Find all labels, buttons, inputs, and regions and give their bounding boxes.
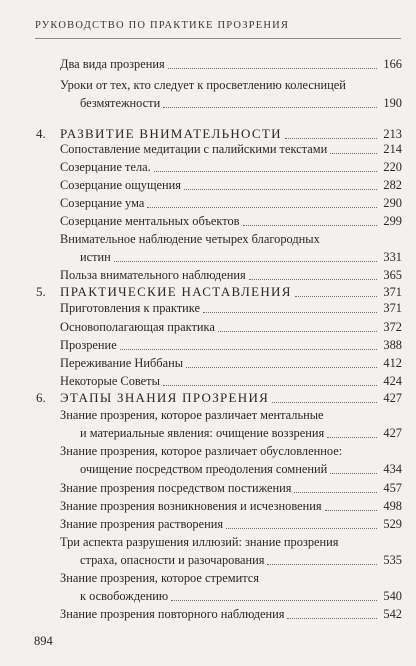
dot-leader [330,473,377,474]
toc-page-number: 371 [383,301,402,315]
dot-leader [285,138,377,139]
toc-entry[interactable] [60,336,402,354]
toc-entry[interactable] [60,140,402,158]
toc-entry-continuation: истин [80,250,111,264]
dot-leader [218,331,377,332]
toc-entry[interactable] [60,266,402,284]
toc-entry[interactable] [60,158,402,176]
toc-entry-continuation: безмятежности [80,96,161,110]
toc-entry-title: Знание прозрения, которое различает обусловленное: [60,444,343,458]
toc-entry[interactable] [60,515,402,533]
toc-entry-title: Переживание Ниббаны [60,356,184,370]
toc-entry-title: Знание прозрения посредством постижения [60,481,292,495]
toc-page-number: 166 [383,57,402,71]
dot-leader [186,367,377,368]
dot-leader [114,261,377,262]
dot-leader [287,618,377,619]
toc-page-number: 457 [383,481,402,495]
toc-entry[interactable] [60,318,402,336]
toc-entry-title: Созерцание ощущения [60,178,181,192]
toc-entry[interactable] [60,212,402,230]
toc-entry-title: Знание прозрения растворения [60,517,224,531]
toc-page-number: 412 [383,356,402,370]
toc-entry[interactable] [80,424,402,442]
toc-entry-title: Прозрение [60,338,117,352]
toc-entry-title: Знание прозрения, которое стремится [60,571,259,585]
toc-entry-title: Созерцание ума [60,196,145,210]
dot-leader [272,402,377,403]
toc-page-number: 214 [383,142,402,156]
toc-entry-title: Основополагающая практика [60,320,215,334]
toc-entry-title: Знание прозрения повторного наблюдения [60,607,285,621]
dot-leader [203,312,377,313]
header-rule [35,38,401,39]
chapter-number: 4. [36,126,46,141]
chapter-title: РАЗВИТИЕ ВНИМАТЕЛЬНОСТИ [60,126,282,141]
toc-entry-title: Сопоставление медитации с палийскими текстами [60,142,328,156]
toc-page-number: 213 [383,127,402,141]
toc-entry[interactable] [60,479,402,497]
toc-entry[interactable] [60,497,402,515]
dot-leader [163,385,377,386]
toc-page-number: 529 [383,517,402,531]
toc-page-number: 434 [383,462,402,476]
dot-leader [249,279,377,280]
chapter-number: 5. [36,284,46,299]
toc-entry-title: Знание прозрения, которое различает ментальные [60,408,324,422]
dot-leader [171,600,377,601]
toc-page-number: 371 [383,285,402,299]
dot-leader [330,153,377,154]
toc-page-number: 427 [383,391,402,405]
dot-leader [120,349,377,350]
toc-entry-title: Два вида прозрения [60,57,165,71]
toc-entry[interactable] [60,372,402,390]
toc-page-number: 427 [383,426,402,440]
dot-leader [154,171,377,172]
toc-entry-title: Созерцание тела. [60,160,151,174]
toc-entry-continuation: к освобождению [80,589,169,603]
toc-page-number: 540 [383,589,402,603]
toc-page-number: 365 [383,268,402,282]
toc-page-number: 220 [383,160,402,174]
dot-leader [243,225,377,226]
toc-page-number: 388 [383,338,402,352]
dot-leader [226,528,377,529]
chapter-title: ПРАКТИЧЕСКИЕ НАСТАВЛЕНИЯ [60,284,292,299]
chapter-title: ЭТАПЫ ЗНАНИЯ ПРОЗРЕНИЯ [60,390,270,405]
toc-page-number: 542 [383,607,402,621]
toc-entry-title: Три аспекта разрушения иллюзий: знание прозрения [60,535,339,549]
dot-leader [184,189,377,190]
toc-entry-title: Некоторые Советы [60,374,160,388]
toc-page-number: 282 [383,178,402,192]
toc-entry-title: Знание прозрения возникновения и исчезновения [60,499,322,513]
toc-page-number: 535 [383,553,402,567]
toc-entry[interactable] [60,299,402,317]
toc-page-number: 190 [383,96,402,110]
dot-leader [267,564,377,565]
toc-entry[interactable] [80,587,402,605]
toc-page-number: 299 [383,214,402,228]
toc-page-number: 498 [383,499,402,513]
toc-chapter-entry[interactable] [60,389,402,407]
toc-entry[interactable] [60,605,402,623]
toc-entry-title: Польза внимательного наблюдения [60,268,246,282]
dot-leader [327,437,377,438]
toc-page-number: 372 [383,320,402,334]
toc-entry-title: Внимательное наблюдение четырех благородных [60,232,320,246]
toc-page-number: 331 [383,250,402,264]
toc-entry[interactable] [80,551,402,569]
toc-entry-continuation: страха, опасности и разочарования [80,553,265,567]
toc-entry-continuation: очищение посредством преодоления сомнений [80,462,328,476]
page-number: 894 [34,634,53,648]
running-head: РУКОВОДСТВО ПО ПРАКТИКЕ ПРОЗРЕНИЯ [35,20,290,31]
dot-leader [168,68,377,69]
toc-entry-title: Созерцание ментальных объектов [60,214,240,228]
dot-leader [294,492,377,493]
toc-entry[interactable] [60,194,402,212]
toc-entry[interactable] [60,176,402,194]
dot-leader [325,510,377,511]
toc-entry[interactable] [60,55,402,73]
toc-page-number: 290 [383,196,402,210]
toc-entry[interactable] [80,94,402,112]
toc-entry[interactable] [80,460,402,478]
chapter-number: 6. [36,390,46,405]
dot-leader [295,296,377,297]
dot-leader [163,107,377,108]
toc-entry[interactable] [80,248,402,266]
toc-page-number: 424 [383,374,402,388]
toc-entry-title: Приготовления к практике [60,301,201,315]
dot-leader [147,207,377,208]
toc-entry-title: Уроки от тех, кто следует к просветлению колесницей [60,78,346,92]
toc-entry[interactable] [60,354,402,372]
toc-entry-continuation: и материальные явления: очищение воззрения [80,426,325,440]
